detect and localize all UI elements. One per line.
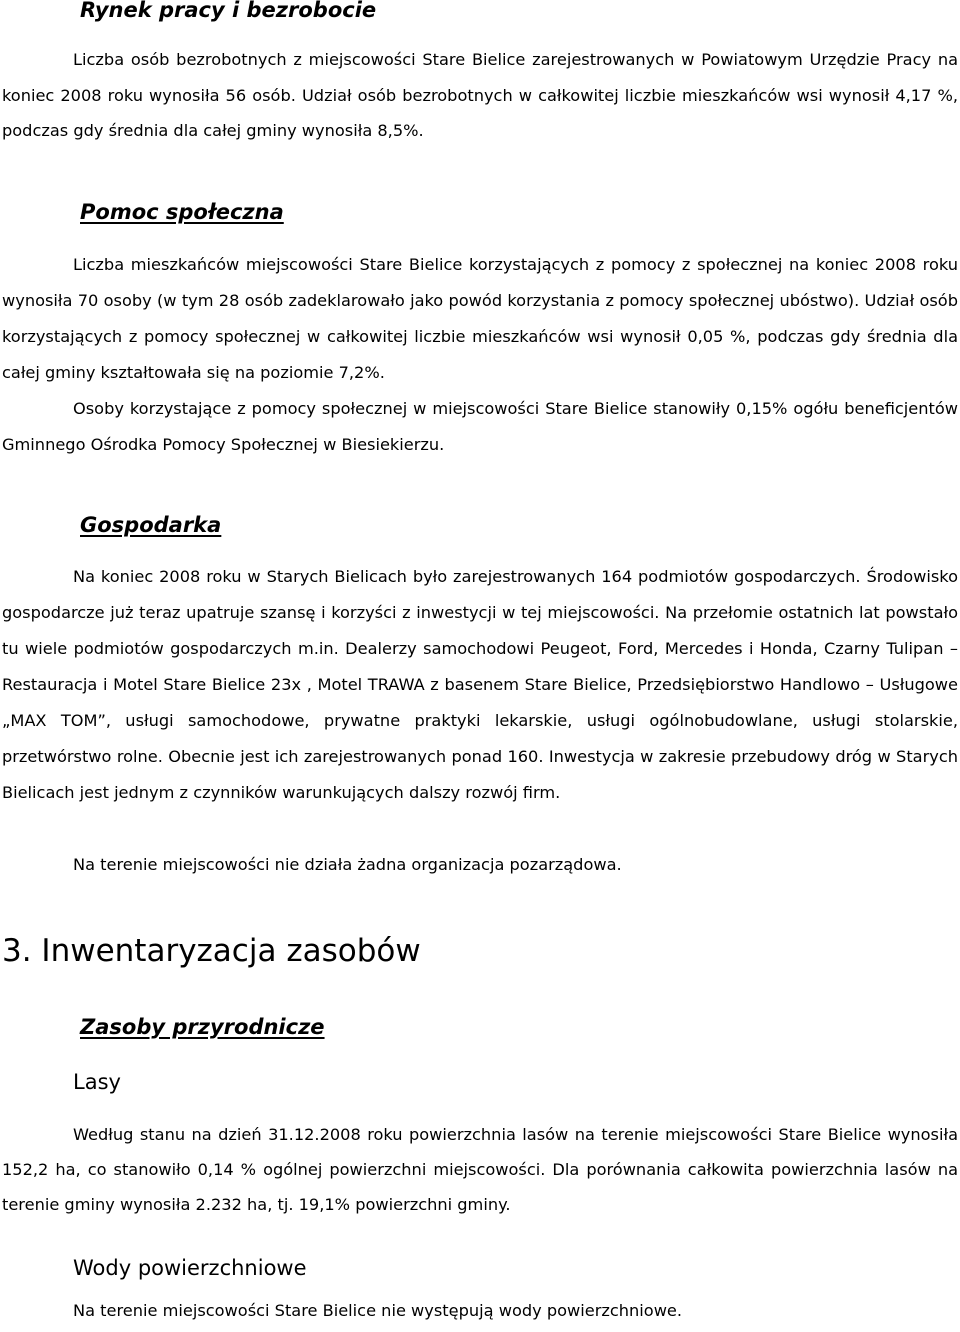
paragraph-wody-powierzchniowe: Na terenie miejscowości Stare Bielice nie występują wody powierzchniowe.	[73, 1301, 683, 1320]
paragraph-pomoc-spoleczna-2: Osoby korzystające z pomocy społecznej w miejscowości Stare Bielice stanowiły 0,15% ogółu beneficjentów Gminnego Ośrodka Pomocy Społecznej w Biesiekierzu.	[2, 399, 958, 454]
chapter-heading-inwentaryzacja: 3. Inwentaryzacja zasobów	[2, 933, 421, 969]
paragraph-pomoc-spoleczna-1: Liczba mieszkańców miejscowości Stare Bielice korzystających z pomocy z społecznej na koniec 2008 roku wynosiła 70 osoby (w tym 28 osób zadeklarowało jako powód korzystania z pomocy społecznej ubóstwo). Udział osób korzystających z pomocy społecznej w całkowitej liczbie mieszkańców wsi wynosił 0,05 %, podczas gdy średnia dla całej gminy kształtowała się na poziomie 7,2%.	[2, 255, 958, 382]
section-heading-zasoby-przyrodnicze: Zasoby przyrodnicze	[80, 1015, 325, 1039]
paragraph-rynek-pracy: Liczba osób bezrobotnych z miejscowości Stare Bielice zarejestrowanych w Powiatowym Urzędzie Pracy na koniec 2008 roku wynosiła 56 osób. Udział osób bezrobotnych w całkowitej liczbie mieszkańców wsi wynosił 4,17 %, podczas gdy średnia dla całej gminy wynosiła 8,5%.	[2, 50, 958, 140]
paragraph-gospodarka-2: Na terenie miejscowości nie działa żadna organizacja pozarządowa.	[73, 855, 622, 874]
subheading-lasy: Lasy	[73, 1070, 121, 1094]
paragraph-lasy: Według stanu na dzień 31.12.2008 roku powierzchnia lasów na terenie miejscowości Stare Bielice wynosiła 152,2 ha, co stanowiło 0,14 % ogólnej powierzchni miejscowości. Dla porównania całkowita powierzchnia lasów na terenie gminy wynosiła 2.232 ha, tj. 19,1% powierzchni gminy.	[2, 1125, 958, 1214]
section-heading-rynek-pracy: Rynek pracy i bezrobocie	[80, 0, 377, 22]
subheading-wody-powierzchniowe: Wody powierzchniowe	[73, 1256, 307, 1280]
paragraph-gospodarka-1: Na koniec 2008 roku w Starych Bielicach było zarejestrowanych 164 podmiotów gospodarczych. Środowisko gospodarcze już teraz upatruje szansę i korzyści z inwestycji w tej miejscowości. Na przełomie ostatnich lat powstało tu wiele podmiotów gospodarczych m.in. Dealerzy samochodowi Peugeot, Ford, Mercedes i Honda, Czarny Tulipan – Restauracja i Motel Stare Bielice 23x , Motel TRAWA z basenem Stare Bielice, Przedsiębiorstwo Handlowo – Usługowe „MAX TOM”, usługi samochodowe, prywatne praktyki lekarskie, usługi ogólnobudowlane, usługi stolarskie, przetwórstwo rolne. Obecnie jest ich zarejestrowanych ponad 160. Inwestycja w zakresie przebudowy dróg w Starych Bielicach jest jednym z czynników warunkujących dalszy rozwój firm.	[2, 567, 958, 802]
section-heading-gospodarka: Gospodarka	[80, 513, 222, 537]
section-heading-pomoc-spoleczna: Pomoc społeczna	[80, 200, 284, 224]
